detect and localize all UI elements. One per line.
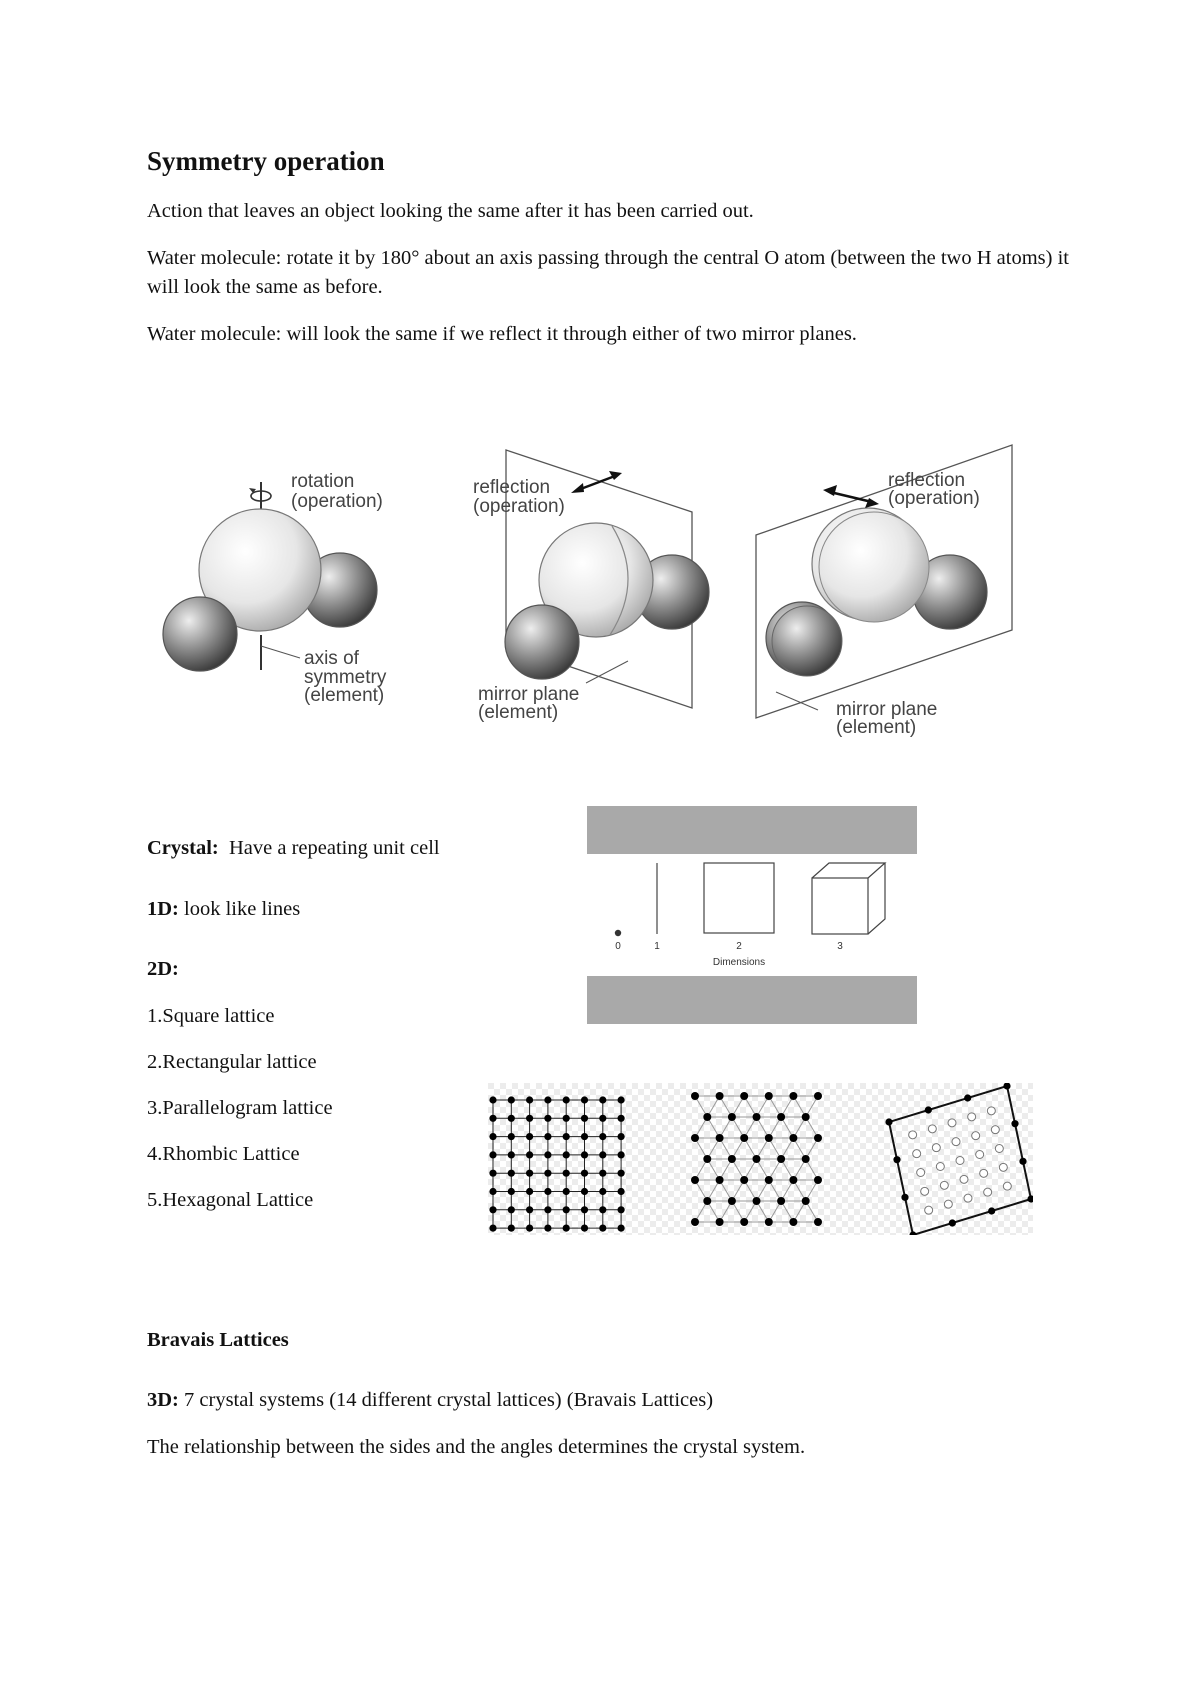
lattice-point [508,1115,515,1122]
lattice-point [489,1096,496,1103]
lattice-point [526,1206,533,1213]
lattice-point [765,1092,773,1100]
list-item: 2.Rectangular lattice [147,1051,317,1073]
lattice-point [618,1188,625,1195]
lattice-point [563,1188,570,1195]
lattice-point [563,1225,570,1232]
lattice-point [544,1096,551,1103]
lattice-point [563,1170,570,1177]
lattice-point [913,1150,921,1158]
lattice-point [925,1206,933,1214]
one-d-text: look like lines [184,898,301,920]
lattice-point [581,1115,588,1122]
lattice-point [716,1218,724,1226]
lattice-point [526,1151,533,1158]
lattice-point [489,1170,496,1177]
lattice-point [544,1115,551,1122]
lattice-point [581,1170,588,1177]
point-0d [615,930,621,936]
three-d-label: 3D: [147,1389,179,1411]
dimensions-figure [587,806,917,1024]
lattice-point [618,1170,625,1177]
lattice-point [740,1218,748,1226]
lattice-point [814,1176,822,1184]
lattice-point [949,1219,956,1226]
lattice-point [703,1155,711,1163]
lattice-point [740,1092,748,1100]
lattice-point [885,1118,892,1125]
lattice-point [618,1151,625,1158]
lattice-point [932,1144,940,1152]
lattice-point [703,1113,711,1121]
lattice-point [928,1125,936,1133]
lattice-point [508,1133,515,1140]
lattice-point [581,1096,588,1103]
lattice-point [802,1197,810,1205]
list-item: 1.Square lattice [147,1005,275,1027]
relation-text: The relationship between the sides and the angles determines the crystal system. [147,1436,806,1458]
reflection-a-label-2: (operation) [473,496,565,517]
crystal-label: Crystal: [147,837,219,859]
lattice-point [508,1170,515,1177]
lattice-point [581,1151,588,1158]
lattice-point [563,1133,570,1140]
lattice-point [489,1151,496,1158]
lattice-point [581,1188,588,1195]
lattice-point [1019,1158,1026,1165]
lattice-point [999,1163,1007,1171]
lattice-point [716,1134,724,1142]
lattice-point [728,1197,736,1205]
list-item: 3.Parallelogram lattice [147,1097,333,1119]
lattice-point [753,1197,761,1205]
lattice-point [508,1151,515,1158]
lattice-point [618,1206,625,1213]
lattice-point [728,1113,736,1121]
lattice-point [802,1155,810,1163]
lattice-point [940,1181,948,1189]
lattice-point [964,1194,972,1202]
lattice-point [599,1170,606,1177]
lattice-point [544,1225,551,1232]
lattice-point [508,1225,515,1232]
lattice-point [980,1169,988,1177]
lattice-point [508,1096,515,1103]
lattice-point [956,1157,964,1165]
rotation-molecule [163,471,387,706]
lattice-point [777,1197,785,1205]
tick-1: 1 [654,941,660,952]
lattice-point [526,1225,533,1232]
tick-0: 0 [615,941,621,952]
lattice-point [489,1115,496,1122]
water-molecule-symmetry-figure [150,430,1030,750]
lattice-point [508,1188,515,1195]
lattice-point [952,1138,960,1146]
reflection-a-label-1: reflection [473,477,551,498]
lattice-point [921,1187,929,1195]
axis-label-1: axis of [304,648,359,669]
rotation-label-2: (operation) [291,491,383,512]
lattice-point [716,1176,724,1184]
lattice-point [925,1106,932,1113]
lattice-point [765,1218,773,1226]
lattice-point [991,1126,999,1134]
lattice-point [618,1133,625,1140]
list-item: 4.Rhombic Lattice [147,1143,300,1165]
axis-label-2: symmetry [304,667,387,688]
lattice-point [508,1206,515,1213]
lattice-point [489,1206,496,1213]
lattice-point [740,1134,748,1142]
lattice-point [691,1092,699,1100]
lattice-point [563,1096,570,1103]
lattice-point [489,1225,496,1232]
lattice-point [789,1134,797,1142]
lattice-point [544,1170,551,1177]
lattice-point [972,1132,980,1140]
lattice-point [581,1225,588,1232]
lattice-point [544,1206,551,1213]
lattice-point [789,1176,797,1184]
two-d-label: 2D: [147,958,179,980]
lattice-point [691,1218,699,1226]
crystal-definition [147,834,440,863]
lattice-point [960,1175,968,1183]
lattice-point [599,1206,606,1213]
dimensions-caption: Dimensions [712,957,766,968]
lattice-point [1011,1120,1018,1127]
lattice-point [581,1206,588,1213]
lattice-point [995,1145,1003,1153]
reflection-b-label-2: (operation) [888,488,980,509]
one-d-line [147,895,300,924]
intro-paragraph-3: Water molecule: will look the same if we reflect it through either of two mirror planes. [147,323,857,345]
lattice-point [765,1176,773,1184]
lattice-point [703,1197,711,1205]
lattice-point [618,1115,625,1122]
lattice-point [716,1092,724,1100]
lattice-point [987,1107,995,1115]
lattice-point [599,1225,606,1232]
rotation-label-1: rotation [291,471,355,492]
lattice-point [893,1156,900,1163]
lattice-point [753,1113,761,1121]
lattice-point [777,1155,785,1163]
lattice-point [968,1113,976,1121]
lattice-point [976,1151,984,1159]
lattice-point [526,1170,533,1177]
lattice-point [544,1188,551,1195]
lattice-point [599,1115,606,1122]
tick-2: 2 [736,941,742,952]
lattice-point [618,1225,625,1232]
axis-label-3: (element) [304,685,385,706]
lattice-point [618,1096,625,1103]
lattice-point [753,1155,761,1163]
lattice-point [917,1169,925,1177]
three-d-line [147,1386,713,1415]
lattice-point [789,1092,797,1100]
lattice-point [599,1133,606,1140]
hydrogen-atom-left [163,597,237,671]
reflection-molecule-a [473,450,709,723]
crystal-text: Have a repeating unit cell [228,837,440,859]
bravais-heading: Bravais Lattices [147,1329,289,1351]
lattice-point [948,1119,956,1127]
lattice-point [599,1151,606,1158]
lattice-point [563,1115,570,1122]
lattice-point [526,1133,533,1140]
lattice-list [147,1002,333,1215]
lattice-point [544,1133,551,1140]
lattice-point [563,1206,570,1213]
lattice-point [599,1096,606,1103]
lattice-point [964,1094,971,1101]
lattice-point [984,1188,992,1196]
lattice-point [765,1134,773,1142]
reflection-molecule-b [756,445,1012,738]
lattice-point [581,1133,588,1140]
lattice-point [936,1163,944,1171]
lattice-point [789,1218,797,1226]
lattice-point [691,1134,699,1142]
lattice-point [489,1133,496,1140]
lattice-point [526,1188,533,1195]
lattice-point [988,1207,995,1214]
lattice-point [777,1113,785,1121]
lattice-point [544,1151,551,1158]
lattice-point [526,1096,533,1103]
lattice-point [740,1176,748,1184]
lattice-point [691,1176,699,1184]
lattice-point [814,1134,822,1142]
lattice-point [728,1155,736,1163]
tick-3: 3 [837,941,843,952]
mirror-a-label-2: (element) [478,702,559,723]
lattice-point [526,1115,533,1122]
lattice-point [1003,1182,1011,1190]
intro-paragraph-2: Water molecule: rotate it by 180° about an axis passing through the central O atom (between the two H atoms) it will look the same as before. [147,247,1069,298]
reflection-b-label-1: reflection [888,470,966,491]
lattice-point [802,1113,810,1121]
three-d-text: 7 crystal systems (14 different crystal lattices) (Bravais Lattices) [184,1389,714,1411]
intro-paragraph-1: Action that leaves an object looking the same after it has been carried out. [147,200,754,222]
lattice-point [489,1188,496,1195]
mirror-b-label-1: mirror plane [836,699,938,720]
lattice-point [599,1188,606,1195]
lattice-point [563,1151,570,1158]
lattice-point [814,1218,822,1226]
list-item: 5.Hexagonal Lattice [147,1189,314,1211]
lattice-point [814,1092,822,1100]
lattice-point [901,1194,908,1201]
two-d-lattices-figure [488,1083,1033,1235]
page-title: Symmetry operation [147,146,385,176]
mirror-a-label-1: mirror plane [478,684,580,705]
mirror-b-label-2: (element) [836,717,917,738]
lattice-point [909,1131,917,1139]
lattice-point [944,1200,952,1208]
one-d-label: 1D: [147,898,179,920]
